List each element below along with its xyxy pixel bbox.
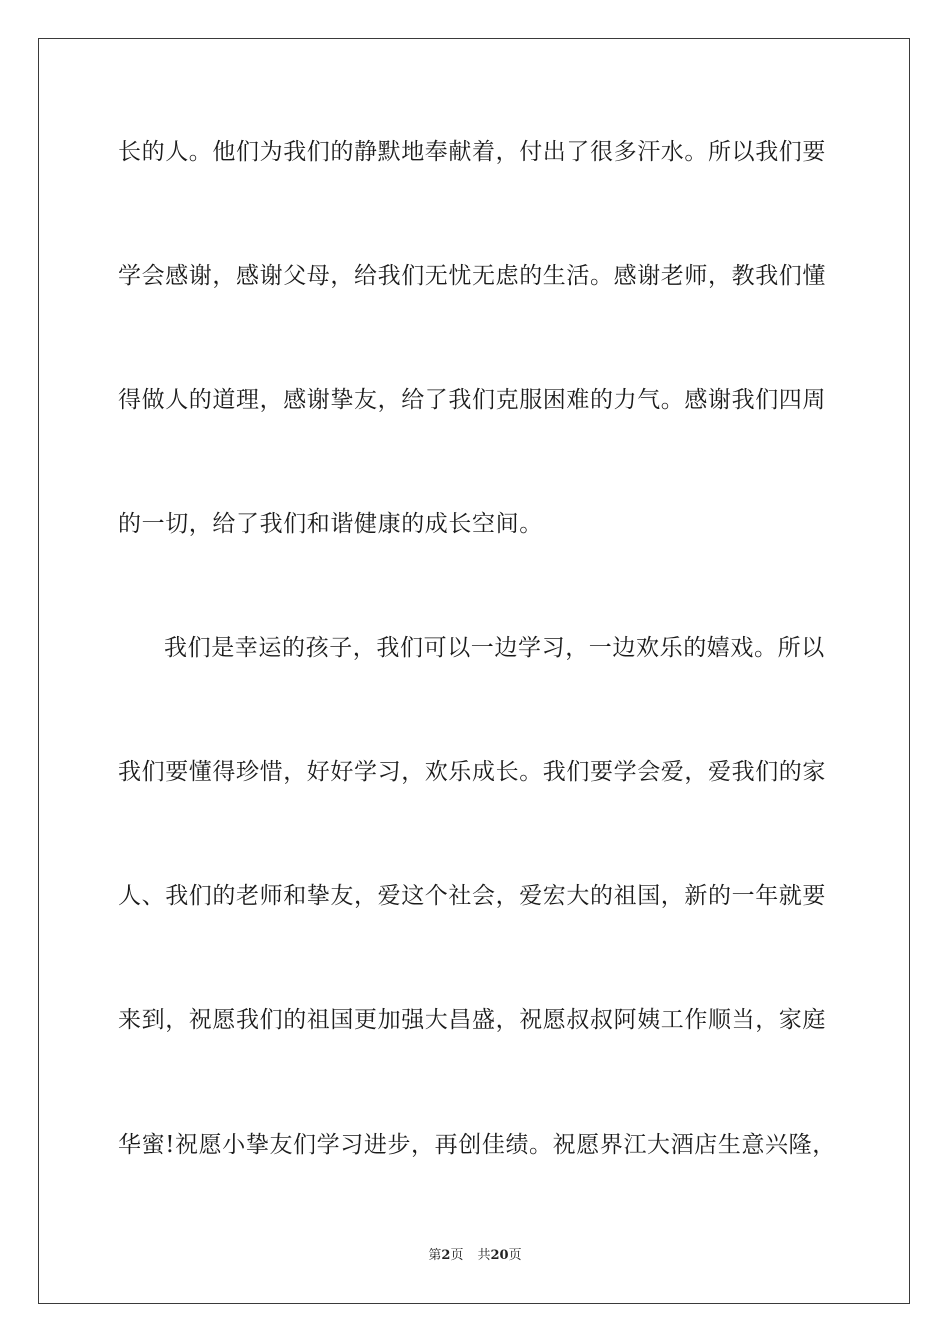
body-text-line: 人、我们的老师和挚友，爱这个社会，爱宏大的祖国，新的一年就要 (118, 883, 826, 909)
body-text-line: 学会感谢，感谢父母，给我们无忧无虑的生活。感谢老师，教我们懂 (118, 263, 826, 289)
paragraph-first-line: 我们是幸运的孩子，我们可以一边学习，一边欢乐的嬉戏。所以 (164, 635, 825, 661)
total-suffix: 页 (508, 1248, 522, 1263)
page-number: 2 (441, 1248, 451, 1263)
body-text-line: 的一切，给了我们和谐健康的成长空间。 (118, 511, 543, 537)
page-suffix: 页 (450, 1248, 464, 1263)
total-prefix: 共 (477, 1248, 491, 1263)
body-text-line: 来到，祝愿我们的祖国更加强大昌盛，祝愿叔叔阿姨工作顺当，家庭 (118, 1007, 826, 1033)
page-footer (0, 1247, 950, 1265)
page-prefix: 第 (428, 1248, 442, 1263)
body-text-line: 长的人。他们为我们的静默地奉献着，付出了很多汗水。所以我们要 (118, 139, 826, 165)
total-pages: 20 (490, 1248, 509, 1263)
body-text-line: 我们要懂得珍惜，好好学习，欢乐成长。我们要学会爱，爱我们的家 (118, 759, 826, 785)
body-text-line: 华蜜!祝愿小挚友们学习进步，再创佳绩。祝愿界江大酒店生意兴隆， (118, 1132, 836, 1158)
page-border (38, 38, 910, 1304)
body-text-line: 得做人的道理，感谢挚友，给了我们克服困难的力气。感谢我们四周 (118, 387, 826, 413)
